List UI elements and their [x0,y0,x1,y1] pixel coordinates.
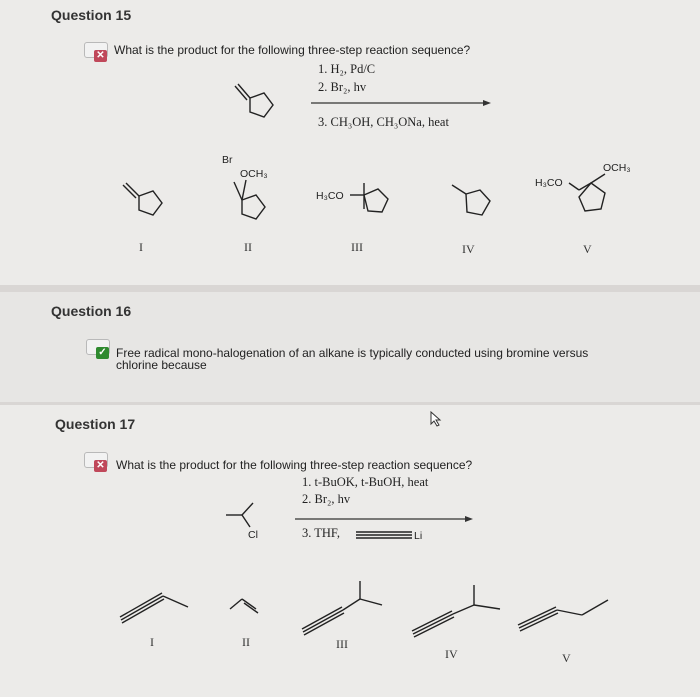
option-I-structure [115,172,175,232]
option-label: II [242,635,250,649]
methoxy-label: H₃CO [535,177,563,189]
option-III-structure [300,573,390,633]
x-mark-icon: ✕ [94,50,107,62]
option-label: IV [445,647,458,661]
reaction-arrow [311,98,491,108]
option-II-structure [228,589,268,629]
question-prompt: What is the product for the following three-step reaction sequence? [116,458,473,472]
option-III-structure [314,175,424,235]
option-V-structure [516,585,626,635]
starting-material-structure [228,72,288,132]
question-15-panel [0,0,700,285]
x-mark-icon: ✕ [94,460,107,472]
reagent-step-1: 1. t-BuOK, t-BuOH, heat [302,475,429,489]
option-IV-structure [410,575,510,635]
question-title: Question 16 [51,303,132,319]
option-label: I [139,240,143,254]
reagent-step-1: 1. H₂, Pd/C [318,62,376,76]
option-label: III [336,637,348,651]
lithium-label: Li [414,530,423,542]
answer-status-incorrect [84,42,110,62]
option-label: V [562,651,571,665]
option-IV-structure [440,174,500,234]
option-I-structure [118,583,198,623]
option-V-structure [533,155,653,245]
reaction-arrow [295,514,475,524]
reagent-step-3: 3. CH₃OH, CH₃ONa, heat [318,115,449,129]
question-title: Question 15 [51,7,132,23]
methoxy-label: OCH₃ [603,162,631,174]
check-mark-icon: ✓ [96,347,109,359]
reagent-step-2: 2. Br₂, hv [318,80,367,94]
option-label: V [583,242,592,256]
question-prompt-line-2: chlorine because [116,358,207,372]
option-label: I [150,635,154,649]
reagent-step-3: 3. THF, [302,526,341,540]
question-prompt: What is the product for the following three-step reaction sequence? [114,43,471,57]
question-prompt-line-1: Free radical mono-halogenation of an alkane is typically conducted using bromine versus [116,346,589,360]
answer-status-correct [86,339,112,359]
chloro-label: Cl [248,529,258,541]
option-label: II [244,240,252,254]
mouse-cursor-icon [429,411,443,427]
option-label: IV [462,242,475,256]
bromo-label: Br [222,154,233,166]
answer-status-incorrect [84,452,110,472]
question-16-panel [0,292,700,402]
option-II-structure [220,150,280,230]
starting-material-structure [226,495,276,545]
methoxy-label: H₃CO [316,190,344,202]
question-title: Question 17 [55,416,136,432]
option-label: III [351,240,363,254]
methoxy-label: OCH₃ [240,168,268,180]
reagent-step-2: 2. Br₂, hv [302,492,351,506]
alkynyllithium-structure [356,525,436,545]
question-17-panel [0,405,700,697]
